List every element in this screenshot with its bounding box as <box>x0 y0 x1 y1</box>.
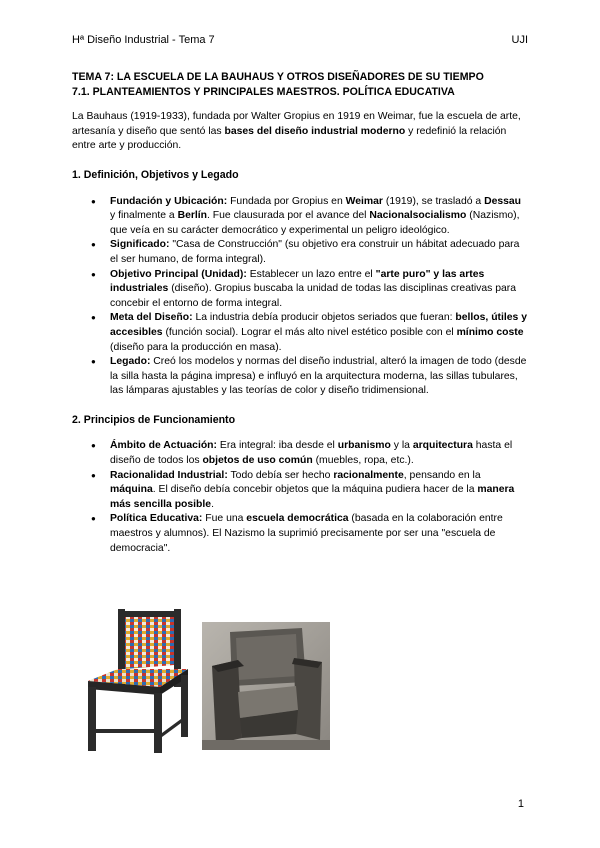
intro-paragraph <box>72 110 528 154</box>
item-bold: racionalmente <box>333 469 404 481</box>
section-2-heading: 2. Principios de Funcionamiento <box>72 413 236 426</box>
item-label: Fundación y Ubicación: <box>110 195 228 207</box>
item-text: (diseño). Gropius buscaba la unidad de todas las disciplinas creativas para concebir el entorno de forma integral. <box>110 283 517 309</box>
item-bold: máquina <box>110 484 153 496</box>
item-text: (basada en la colaboración entre maestros y alumnos). El Nazismo la suprimió precisamente por ser una "escuela de democracia". <box>110 513 503 554</box>
section-1-heading: 1. Definición, Objetivos y Legado <box>72 168 239 181</box>
intro-text-2: y redefinió la relación entre arte y producción. <box>72 125 507 152</box>
title-line-2: 7.1. PLANTEAMIENTOS Y PRINCIPALES MAESTROS. POLÍTICA EDUCATIVA <box>72 85 455 98</box>
item-text: La industria debía producir objetos seriados que fueran: <box>192 312 456 324</box>
item-bold: urbanismo <box>337 440 391 452</box>
item-text: Fue una <box>202 513 247 525</box>
header-institution: UJI <box>511 34 528 46</box>
item-text: (función social). Lograr el más alto nivel estético posible con el <box>162 326 457 338</box>
header-course-title: Hª Diseño Industrial - Tema 7 <box>72 34 215 46</box>
item-bold: manera más sencilla posible <box>110 484 515 510</box>
item-label: Política Educativa: <box>110 513 203 525</box>
item-bold: "arte puro" y las artes industriales <box>110 268 485 295</box>
document-title <box>72 70 528 99</box>
section-2-list <box>72 439 528 556</box>
woven-chair-image <box>78 607 196 755</box>
item-bold: mínimo coste <box>456 326 524 338</box>
item-text: Fundada por Gropius en <box>227 195 346 207</box>
item-label: Objetivo Principal (Unidad): <box>110 268 247 280</box>
list-item-ambito <box>110 439 528 468</box>
item-bold: Berlín <box>177 210 208 222</box>
item-text: Establecer un lazo entre el <box>246 268 376 280</box>
item-bold: escuela democrática <box>246 513 349 525</box>
item-bold: Weimar <box>345 195 383 207</box>
item-text: y finalmente a <box>110 210 178 222</box>
item-label: Racionalidad Industrial: <box>110 469 228 481</box>
item-bold: Dessau <box>484 195 522 207</box>
figure-images <box>78 607 338 757</box>
item-text: y la <box>390 440 413 452</box>
item-bold: bellos, útiles y accesibles <box>110 312 527 338</box>
document-body <box>72 70 528 556</box>
item-text: (diseño para la producción en masa). <box>110 341 282 353</box>
item-text: (muebles, ropa, etc.). <box>312 455 414 467</box>
list-item-meta <box>110 311 528 355</box>
list-item-legado <box>110 355 528 399</box>
item-text: . El diseño debía concebir objetos que la máquina pudiera hacer de la <box>152 484 478 496</box>
item-text: "Casa de Construcción" (su objetivo era construir un hábitat adecuado para el ser humano, de forma integral). <box>110 239 520 265</box>
item-text: . Fue clausurada por el avance del <box>207 210 370 222</box>
item-bold: arquitectura <box>412 440 473 452</box>
list-item-objetivo <box>110 268 528 312</box>
item-bold: objetos de uso común <box>202 455 313 467</box>
item-text: Era integral: iba desde el <box>217 440 338 452</box>
list-item-politica <box>110 512 528 556</box>
list-item-racionalidad <box>110 469 528 513</box>
item-text: Creó los modelos y normas del diseño industrial, alteró la imagen de todo (desde la silla hasta la página impresa) e influyó en la arquitectura moderna, las sillas tubulares, las lámparas ajustables y las teorías de color y diseño tridimensional. <box>110 356 527 397</box>
item-text: Todo debía ser hecho <box>227 469 334 481</box>
intro-text-1: La Bauhaus (1919-1933), fundada por Walter Gropius en 1919 en Weimar, fue la escuela de arte, artesanía y diseño que sentó las <box>72 111 521 137</box>
item-label: Ámbito de Actuación: <box>110 440 217 452</box>
item-label: Significado: <box>110 239 170 251</box>
item-label: Meta del Diseño: <box>110 312 193 324</box>
item-text: , pensando en la <box>403 469 481 481</box>
page-number: 1 <box>517 798 524 810</box>
list-item-fundacion <box>110 195 528 239</box>
item-bold: Nacionalsocialismo <box>369 210 467 222</box>
list-item-significado <box>110 238 528 267</box>
item-text: . <box>211 498 214 510</box>
armchair-image <box>202 622 330 750</box>
item-text: (Nazismo), que veía en su carácter democrático y experimental un peligro ideológico. <box>110 210 520 236</box>
title-line-1: TEMA 7: LA ESCUELA DE LA BAUHAUS Y OTROS DISEÑADORES DE SU TIEMPO <box>72 71 484 83</box>
item-text: (1919), se trasladó a <box>382 195 485 207</box>
intro-bold-1: bases del diseño industrial moderno <box>224 125 406 137</box>
section-1-list <box>72 195 528 399</box>
item-text: hasta el diseño de todos los <box>110 440 513 467</box>
item-label: Legado: <box>110 356 151 368</box>
